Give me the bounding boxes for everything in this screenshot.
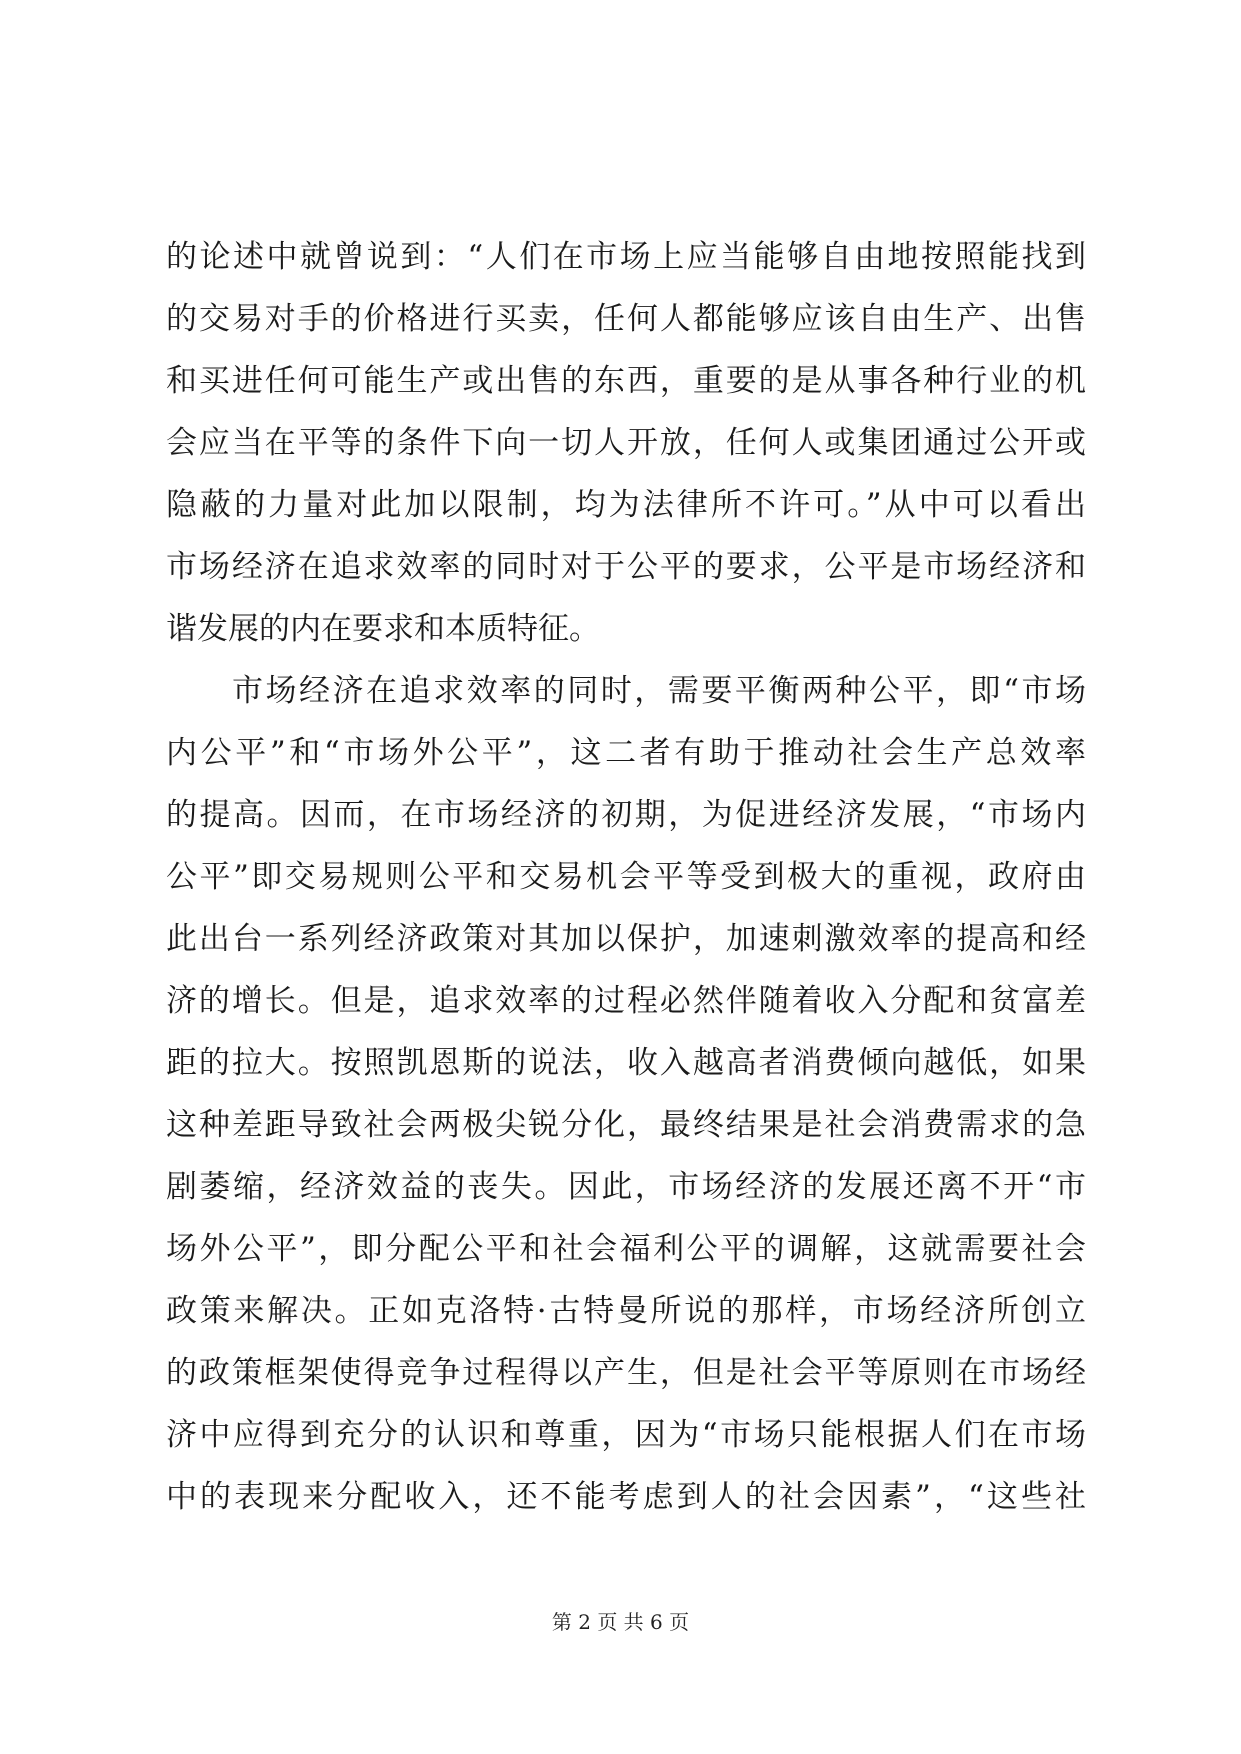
text-line: 的政策框架使得竞争过程得以产生，但是社会平等原则在市场经 xyxy=(166,1355,1086,1391)
paragraph-first-line: 市场经济在追求效率的同时，需要平衡两种公平，即“市场 xyxy=(232,673,1086,709)
text-line: 市场经济在追求效率的同时对于公平的要求，公平是市场经济和 xyxy=(166,549,1086,585)
text-line: 距的拉大。按照凯恩斯的说法，收入越高者消费倾向越低，如果 xyxy=(166,1045,1086,1081)
document-body xyxy=(166,226,1086,1528)
text-line: 的交易对手的价格进行买卖，任何人都能够应该自由生产、出售 xyxy=(166,301,1086,337)
text-line: 政策来解决。正如克洛特·古特曼所说的那样，市场经济所创立 xyxy=(166,1293,1086,1329)
text-line: 的提高。因而，在市场经济的初期，为促进经济发展，“市场内 xyxy=(166,797,1086,833)
page-footer: 第 2 页 共 6 页 xyxy=(551,1610,690,1634)
text-line: 济中应得到充分的认识和尊重，因为“市场只能根据人们在市场 xyxy=(166,1417,1086,1453)
text-line: 此出台一系列经济政策对其加以保护，加速刺激效率的提高和经 xyxy=(166,921,1086,957)
text-line: 的论述中就曾说到：“人们在市场上应当能够自由地按照能找到 xyxy=(166,239,1086,275)
text-line: 和买进任何可能生产或出售的东西，重要的是从事各种行业的机 xyxy=(166,363,1086,399)
text-line: 公平”即交易规则公平和交易机会平等受到极大的重视，政府由 xyxy=(166,859,1086,895)
text-line: 中的表现来分配收入，还不能考虑到人的社会因素”，“这些社 xyxy=(166,1479,1086,1515)
text-line: 剧萎缩，经济效益的丧失。因此，市场经济的发展还离不开“市 xyxy=(166,1169,1086,1205)
text-line: 济的增长。但是，追求效率的过程必然伴随着收入分配和贫富差 xyxy=(166,983,1086,1019)
text-line: 这种差距导致社会两极尖锐分化，最终结果是社会消费需求的急 xyxy=(166,1107,1086,1143)
text-line: 谐发展的内在要求和本质特征。 xyxy=(166,611,600,647)
text-line: 场外公平”，即分配公平和社会福利公平的调解，这就需要社会 xyxy=(166,1231,1086,1267)
text-line: 内公平”和“市场外公平”，这二者有助于推动社会生产总效率 xyxy=(166,735,1086,771)
text-line: 会应当在平等的条件下向一切人开放，任何人或集团通过公开或 xyxy=(166,425,1086,461)
text-line: 隐蔽的力量对此加以限制，均为法律所不许可。”从中可以看出 xyxy=(166,487,1086,523)
